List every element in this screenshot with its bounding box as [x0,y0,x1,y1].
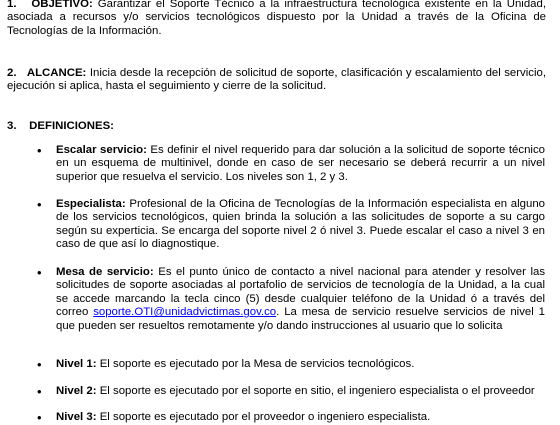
support-email-link[interactable]: soporte.OTI@unidadvictimas.gov.co [93,306,277,319]
definition-text: Profesional de la Oficina de Tecnologías de la Información especialista en alguno de los servicios tecnológicos, quien brinda la solución a las solicitudes de soporte a su cargo según su experticia. Se encarga del soporte nivel 2 ó nivel 3. Puede escalar el caso a nivel 3 en caso de que así lo diagnostique. [56,198,545,251]
section-definiciones [7,120,546,133]
section-alcance [7,67,546,94]
section-text: Garantizar el Soporte Técnico a la infraestructura tecnológica existente en la Unidad, asociada a recursos y/o servicios tecnológicos dispuesto por la Unidad a través de la Oficina de Tecnologías de la Información. [7,0,546,37]
definition-text: El soporte es ejecutado por la Mesa de servicios tecnológicos. [99,358,415,370]
bullet-icon: • [37,410,42,425]
definition-text: El soporte es ejecutado por el soporte en sitio, el ingeniero especialista o el proveedor [99,385,535,397]
definition-item-mesa-de-servicio [56,266,545,333]
section-number: 1. [7,0,17,10]
section-heading: DEFINICIONES: [29,120,114,132]
definition-item-escalar-servicio [56,144,545,184]
definition-item-nivel-1 [56,358,545,371]
definition-term: Especialista: [56,198,126,210]
definition-term: Nivel 2: [56,385,97,397]
definition-text: Es definir el nivel requerido para dar solución a la solicitud de soporte técnico en un esquema de multinivel, donde en caso de ser necesario se deberá recurrir a un nivel superior que resuelva el servicio. Los niveles son 1, 2 y 3. [56,144,545,183]
section-number: 2. [7,67,17,79]
definition-term: Escalar servicio: [56,144,147,156]
section-objetivo [7,0,546,38]
definition-text: El soporte es ejecutado por el proveedor o ingeniero especialista. [99,411,431,423]
definition-item-nivel-2 [56,385,545,398]
section-number: 3. [7,120,17,132]
definition-term: Nivel 3: [56,411,97,423]
section-text: Inicia desde la recepción de solicitud de soporte, clasificación y escalamiento del servicio, ejecución si aplica, hasta el seguimiento y cierre de la solicitud. [7,67,547,93]
definition-term: Nivel 1: [56,358,97,370]
bullet-icon: • [37,265,42,280]
definition-item-especialista [56,198,545,252]
bullet-icon: • [37,143,42,158]
bullet-icon: • [37,197,42,212]
bullet-icon: • [37,357,42,372]
definition-term: Mesa de servicio: [56,266,154,278]
bullet-icon: • [37,384,42,399]
definition-item-nivel-3 [56,411,545,424]
definition-text-after: . La mesa de servicio resuelve servicios de nivel 1 que pueden ser resueltos remotamente y/o dando instrucciones al usuario que lo solicita [56,306,545,332]
section-heading: OBJETIVO: [31,0,93,10]
section-heading: ALCANCE: [26,67,87,79]
definition-text-before: Es el punto único de contacto a nivel nacional para atender y resolver las solicitudes de soporte asociadas al portafolio de servicios de tecnología de la Unidad, a la cual se accede marcando la tecla cinco (5) desde cualquier teléfono de la Unidad ó a través del correo [56,266,546,319]
